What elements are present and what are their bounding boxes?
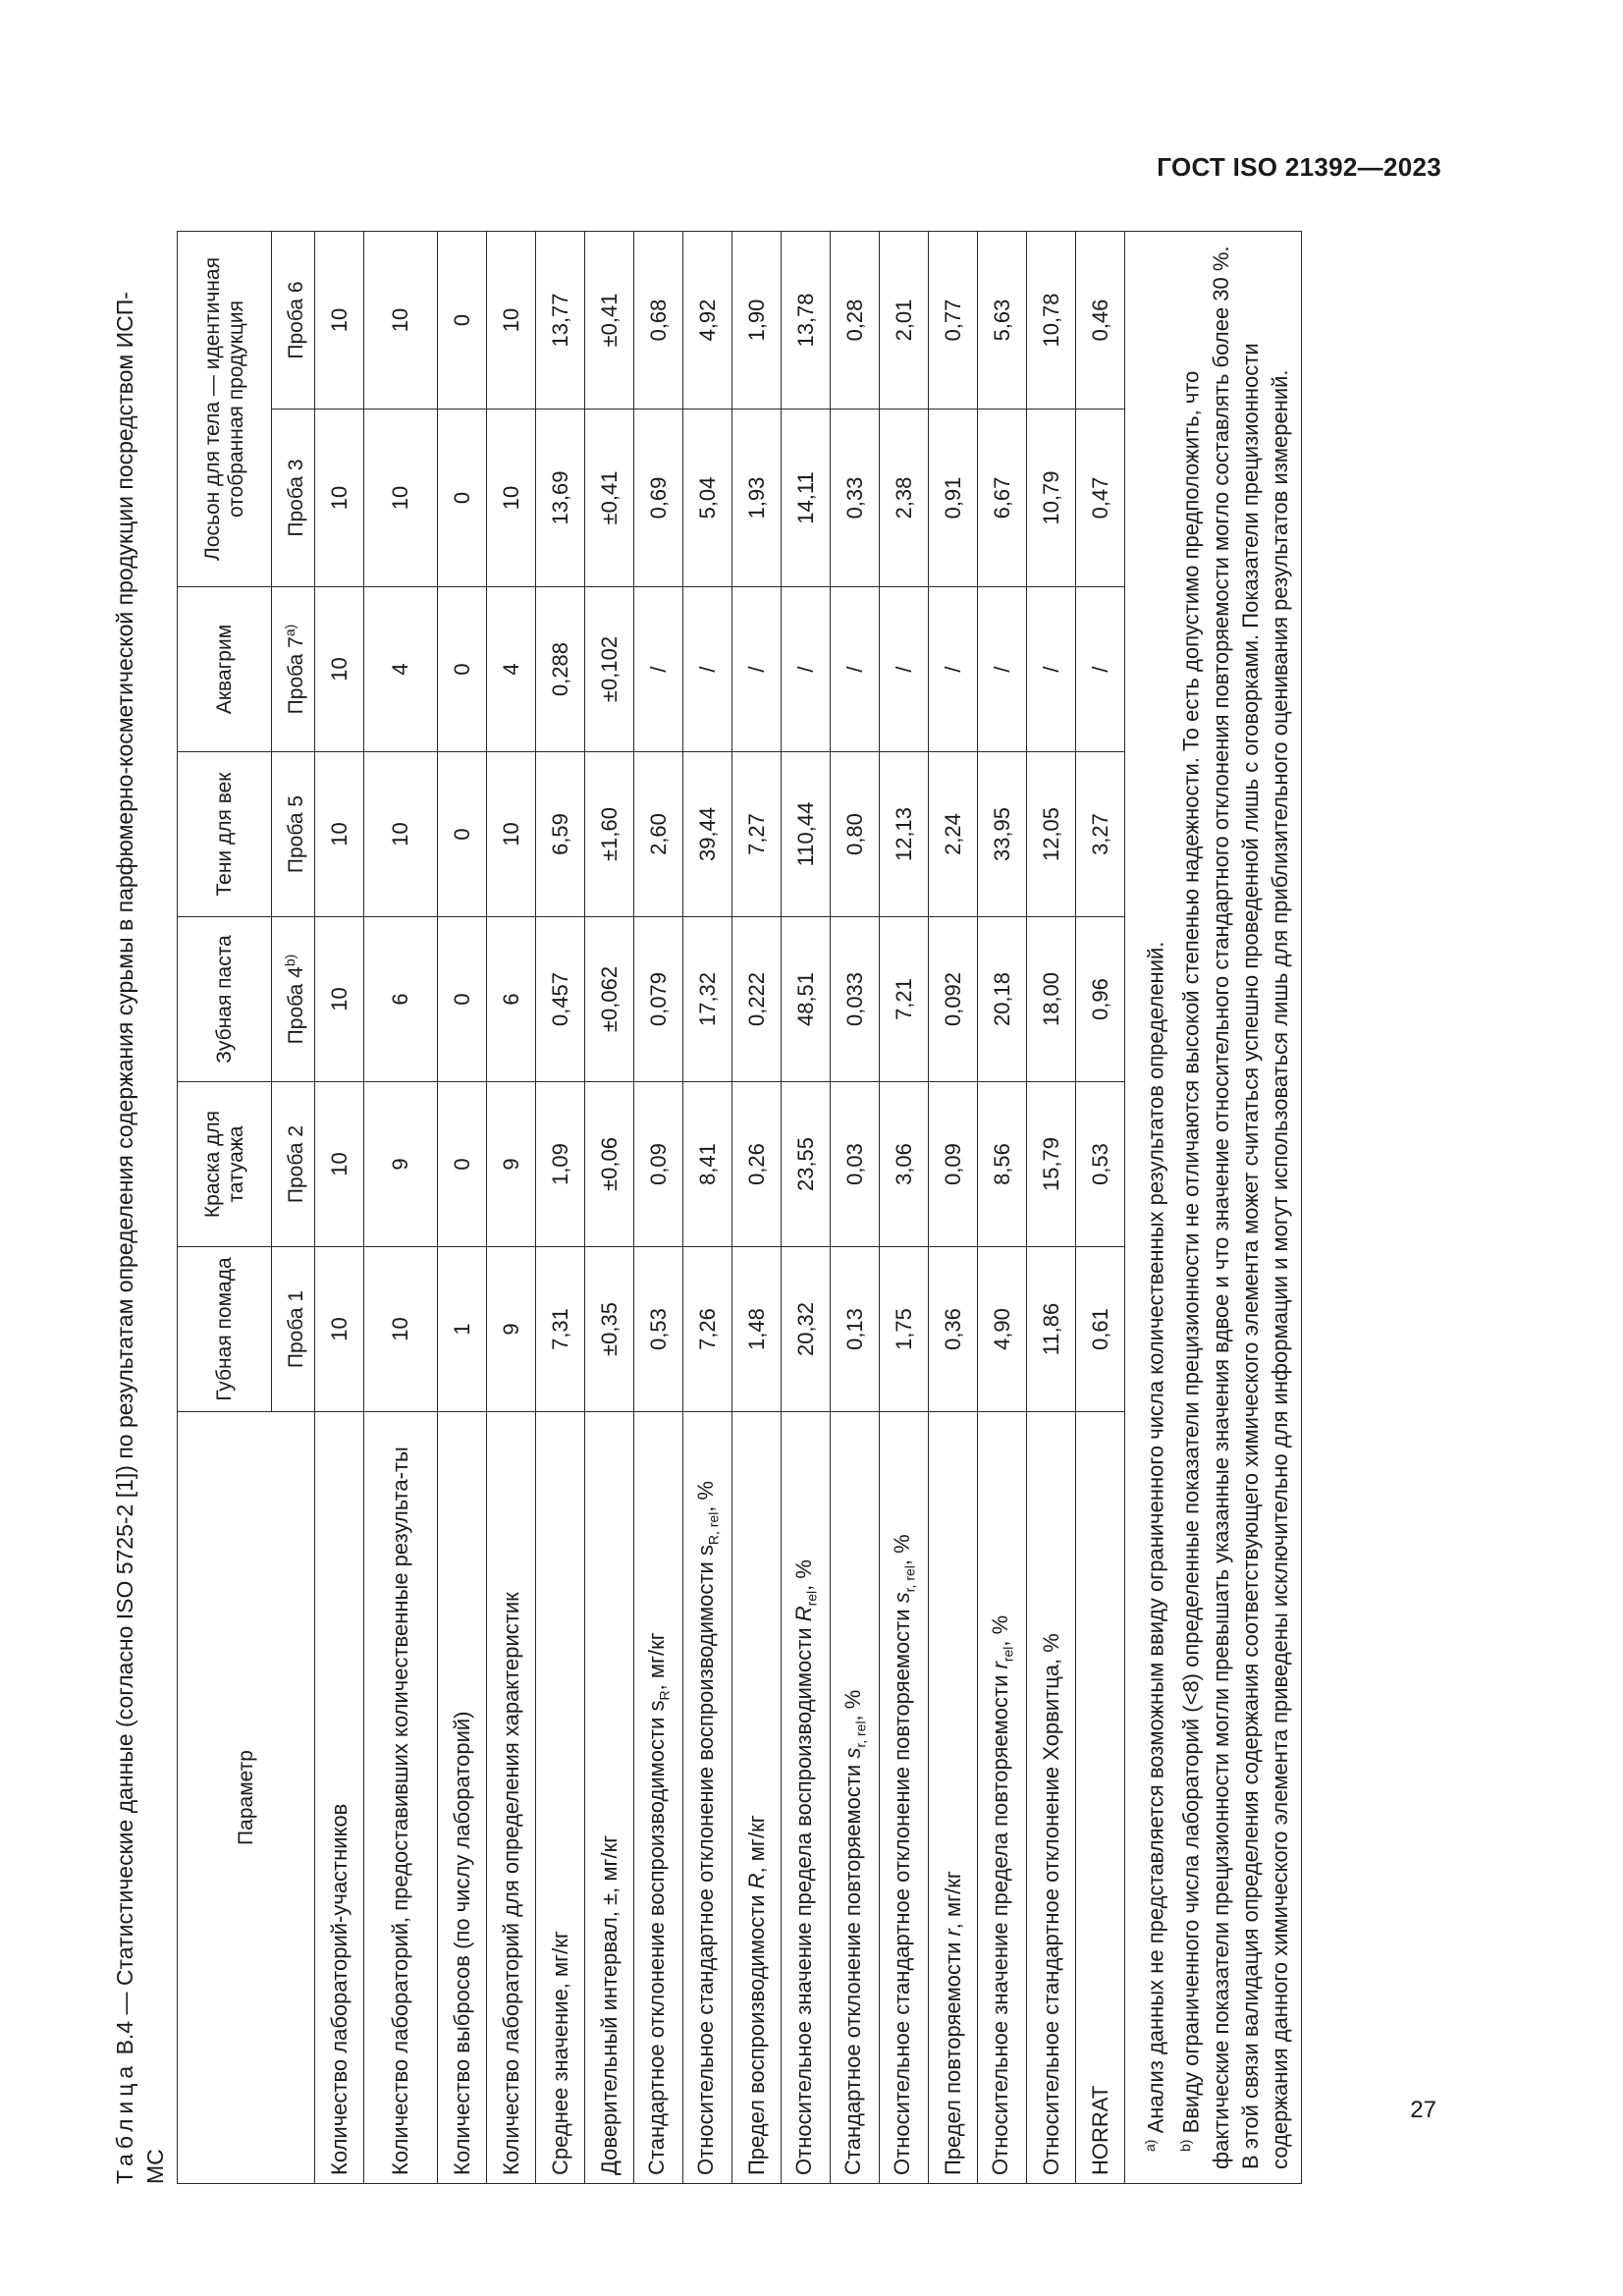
value-cell: 10 — [364, 410, 438, 587]
value-cell: 0,53 — [634, 1247, 683, 1412]
parameter-label: Относительное значение предела повторяемости — [988, 1668, 1013, 2175]
parameter-label: Доверительный интервал, ±, мг/кг — [596, 1834, 622, 2175]
statistics-table — [177, 231, 1302, 2184]
table-row — [634, 232, 683, 2184]
value-cell: 7,26 — [683, 1247, 732, 1412]
value-cell: 10 — [487, 752, 536, 917]
group-header: Зубная паста — [178, 917, 272, 1082]
value-cell: 13,69 — [536, 410, 585, 587]
value-cell: 0,13 — [831, 1247, 880, 1412]
value-cell: 8,41 — [683, 1082, 732, 1247]
footnote-a — [1135, 246, 1170, 2169]
parameter-label: Количество выбросов (по числу лабораторий) — [449, 1711, 474, 2175]
sample-header — [272, 1247, 315, 1412]
parameter-symbol: R — [791, 1606, 817, 1622]
parameter-cell — [929, 1412, 978, 2184]
parameter-unit: , % — [791, 1559, 817, 1591]
table-body — [315, 232, 1125, 2184]
value-cell: 0,28 — [831, 232, 880, 410]
value-cell: / — [880, 587, 929, 752]
group-header: Тени для век — [178, 752, 272, 917]
sample-footnote-marker: a) — [282, 624, 298, 637]
value-cell: 12,05 — [1027, 752, 1076, 917]
value-cell: 13,77 — [536, 232, 585, 410]
table-row — [732, 232, 782, 2184]
value-cell: 0 — [438, 232, 487, 410]
footnote-a-text: Анализ данных не представляется возможным ввиду ограниченного числа количественных результатов определений. — [1143, 941, 1168, 2140]
value-cell: 0,61 — [1076, 1247, 1125, 1412]
value-cell: ±0,41 — [585, 410, 634, 587]
parameter-label: Относительное стандартное отклонение повторяемости — [890, 1603, 915, 2175]
table-row — [831, 232, 880, 2184]
value-cell: 0,26 — [732, 1082, 782, 1247]
param-header: Параметр — [178, 1412, 315, 2184]
value-cell: 4,90 — [978, 1247, 1027, 1412]
value-cell: / — [732, 587, 782, 752]
parameter-symbol: R — [743, 1873, 769, 1889]
value-cell: 10 — [487, 232, 536, 410]
value-cell: 0,079 — [634, 917, 683, 1082]
value-cell: 110,44 — [782, 752, 831, 917]
value-cell: 0 — [438, 587, 487, 752]
value-cell: 9 — [487, 1082, 536, 1247]
value-cell: 0,033 — [831, 917, 880, 1082]
table-row — [782, 232, 831, 2184]
parameter-subscript: r, rel — [901, 1565, 918, 1593]
parameter-label: Количество лабораторий для определения характеристик — [498, 1592, 523, 2175]
parameter-cell — [634, 1412, 683, 2184]
table-row — [438, 232, 487, 2184]
value-cell: 7,31 — [536, 1247, 585, 1412]
value-cell: 0 — [438, 752, 487, 917]
sample-header — [272, 232, 315, 410]
parameter-symbol: s — [840, 1747, 866, 1759]
value-cell: 1,93 — [732, 410, 782, 587]
value-cell: 23,55 — [782, 1082, 831, 1247]
parameter-label: Среднее значение, мг/кг — [547, 1931, 572, 2175]
value-cell: 10 — [315, 917, 364, 1082]
value-cell: 0 — [438, 410, 487, 587]
parameter-cell — [880, 1412, 929, 2184]
table-row — [585, 232, 634, 2184]
table-footnotes — [1125, 232, 1302, 2184]
parameter-cell — [732, 1412, 782, 2184]
sample-label: Проба 4 — [285, 966, 307, 1045]
table-row — [929, 232, 978, 2184]
value-cell: 1,09 — [536, 1082, 585, 1247]
sample-header — [272, 917, 315, 1082]
table-row — [683, 232, 732, 2184]
value-cell: 4 — [364, 587, 438, 752]
value-cell: 10 — [364, 232, 438, 410]
value-cell: 2,01 — [880, 232, 929, 410]
value-cell: 0,69 — [634, 410, 683, 587]
parameter-cell — [978, 1412, 1027, 2184]
value-cell: 6 — [487, 917, 536, 1082]
value-cell: 15,79 — [1027, 1082, 1076, 1247]
parameter-unit: , % — [840, 1689, 866, 1722]
value-cell: 0,47 — [1076, 410, 1125, 587]
value-cell: 9 — [487, 1247, 536, 1412]
parameter-label: Стандартное отклонение воспроизводимости s — [644, 1700, 670, 2175]
value-cell: / — [782, 587, 831, 752]
sample-label: Проба 2 — [285, 1124, 307, 1204]
sample-footnote-marker: b) — [282, 954, 298, 967]
value-cell: 6,59 — [536, 752, 585, 917]
caption-label: Таблица — [112, 2060, 137, 2184]
value-cell: 0,46 — [1076, 232, 1125, 410]
value-cell: / — [831, 587, 880, 752]
value-cell: 14,11 — [782, 410, 831, 587]
value-cell: 5,63 — [978, 232, 1027, 410]
value-cell: 4,92 — [683, 232, 732, 410]
parameter-cell — [585, 1412, 634, 2184]
value-cell: 11,86 — [1027, 1247, 1076, 1412]
parameter-unit: , мг/кг — [644, 1632, 670, 1691]
group-header: Краска для татуажа — [178, 1082, 272, 1247]
parameter-cell — [487, 1412, 536, 2184]
parameter-label: Предел повторяемости — [940, 1936, 965, 2175]
value-cell: 0 — [438, 1082, 487, 1247]
parameter-label: Количество лабораторий-участников — [326, 1803, 352, 2175]
value-cell: 39,44 — [683, 752, 732, 917]
footnote-a-marker: a) — [1142, 2139, 1158, 2152]
parameter-cell — [831, 1412, 880, 2184]
value-cell: / — [1076, 587, 1125, 752]
value-cell: 0,80 — [831, 752, 880, 917]
group-header: Аквагрим — [178, 587, 272, 752]
table-caption — [110, 259, 171, 2184]
parameter-symbol: r — [988, 1662, 1013, 1669]
value-cell: ±0,06 — [585, 1082, 634, 1247]
parameter-unit: , % — [988, 1614, 1013, 1647]
value-cell: 6,67 — [978, 410, 1027, 587]
parameter-symbol: r — [940, 1929, 965, 1937]
rotated-table-block — [110, 230, 1426, 2184]
value-cell: 20,32 — [782, 1247, 831, 1412]
sample-label: Проба 6 — [285, 281, 307, 359]
parameter-cell — [364, 1412, 438, 2184]
value-cell: 48,51 — [782, 917, 831, 1082]
value-cell: ±0,35 — [585, 1247, 634, 1412]
value-cell: 10,79 — [1027, 410, 1076, 587]
value-cell: 0,96 — [1076, 917, 1125, 1082]
value-cell: 10 — [315, 1082, 364, 1247]
value-cell: 0,91 — [929, 410, 978, 587]
value-cell: 7,21 — [880, 917, 929, 1082]
parameter-cell — [536, 1412, 585, 2184]
table-row — [1027, 232, 1076, 2184]
parameter-label: Относительное значение предела воспроизводимости — [791, 1621, 817, 2175]
sample-header — [272, 587, 315, 752]
parameter-symbol: s — [890, 1592, 915, 1604]
parameter-cell — [315, 1412, 364, 2184]
value-cell: 2,60 — [634, 752, 683, 917]
value-cell: 0,68 — [634, 232, 683, 410]
parameter-cell — [438, 1412, 487, 2184]
value-cell: 10 — [364, 752, 438, 917]
value-cell: / — [929, 587, 978, 752]
value-cell: 0,09 — [634, 1082, 683, 1247]
parameter-cell — [1076, 1412, 1125, 2184]
table-row — [487, 232, 536, 2184]
value-cell: 5,04 — [683, 410, 732, 587]
sample-label: Проба 5 — [285, 794, 307, 874]
table-row — [880, 232, 929, 2184]
parameter-label: Стандартное отклонение повторяемости — [840, 1758, 866, 2175]
value-cell: 3,06 — [880, 1082, 929, 1247]
value-cell: ±0,062 — [585, 917, 634, 1082]
value-cell: 10 — [315, 232, 364, 410]
value-cell: 10 — [487, 410, 536, 587]
value-cell: 1,90 — [732, 232, 782, 410]
value-cell: 0,457 — [536, 917, 585, 1082]
value-cell: 10 — [315, 1247, 364, 1412]
value-cell: 0,09 — [929, 1082, 978, 1247]
table-row — [1076, 232, 1125, 2184]
parameter-subscript: rel — [803, 1590, 820, 1607]
footnote-b-marker: b) — [1177, 2139, 1194, 2152]
value-cell: 10 — [315, 587, 364, 752]
caption-number: B.4 — [112, 2020, 137, 2055]
parameter-unit: , % — [890, 1534, 915, 1566]
value-cell: 3,27 — [1076, 752, 1125, 917]
value-cell: 8,56 — [978, 1082, 1027, 1247]
parameter-subscript: R, rel — [705, 1511, 722, 1546]
parameter-cell — [683, 1412, 732, 2184]
value-cell: ±0,102 — [585, 587, 634, 752]
value-cell: 33,95 — [978, 752, 1027, 917]
value-cell: 13,78 — [782, 232, 831, 410]
value-cell: 10 — [364, 1247, 438, 1412]
value-cell: 6 — [364, 917, 438, 1082]
value-cell: / — [978, 587, 1027, 752]
value-cell: ±1,60 — [585, 752, 634, 917]
table-row — [536, 232, 585, 2184]
value-cell: 17,32 — [683, 917, 732, 1082]
parameter-label: Относительное стандартное отклонение Хорвитца, % — [1038, 1633, 1063, 2175]
group-header: Лосьон для тела — идентичная отобранная продукция — [178, 232, 272, 587]
parameter-subscript: R — [656, 1690, 673, 1701]
value-cell: 0,36 — [929, 1247, 978, 1412]
value-cell: 1,75 — [880, 1247, 929, 1412]
value-cell: / — [1027, 587, 1076, 752]
footnote-b — [1170, 246, 1294, 2169]
value-cell: 0 — [438, 917, 487, 1082]
parameter-unit: , мг/кг — [940, 1871, 965, 1930]
value-cell: 0,222 — [732, 917, 782, 1082]
value-cell: ±0,41 — [585, 232, 634, 410]
sample-label: Проба 1 — [285, 1289, 307, 1369]
group-header: Губная помада — [178, 1247, 272, 1412]
value-cell: 10 — [315, 752, 364, 917]
parameter-cell — [782, 1412, 831, 2184]
value-cell: 12,13 — [880, 752, 929, 917]
sample-header — [272, 1082, 315, 1247]
table-row — [364, 232, 438, 2184]
value-cell: 1,48 — [732, 1247, 782, 1412]
value-cell: 7,27 — [732, 752, 782, 917]
value-cell: 2,24 — [929, 752, 978, 917]
sample-label: Проба 7 — [285, 636, 307, 715]
parameter-subscript: rel — [1000, 1646, 1016, 1663]
value-cell: 9 — [364, 1082, 438, 1247]
parameter-label: Количество лабораторий, предоставивших количественные результа-ты — [388, 1447, 412, 2175]
parameter-unit: , мг/кг — [743, 1815, 769, 1874]
value-cell: 20,18 — [978, 917, 1027, 1082]
value-cell: 10,78 — [1027, 232, 1076, 410]
sample-header — [272, 410, 315, 587]
value-cell: 0,53 — [1076, 1082, 1125, 1247]
value-cell: 0,288 — [536, 587, 585, 752]
value-cell: 18,00 — [1027, 917, 1076, 1082]
table-row — [978, 232, 1027, 2184]
caption-text: — Статистические данные (согласно ISO 5725-2 [1]) по результатам определения содержания сурьмы в парфюмерно-косметической продукции посредством ИСП-МС — [112, 292, 168, 2184]
parameter-unit: , % — [693, 1480, 719, 1512]
value-cell: 0,33 — [831, 410, 880, 587]
value-cell: 4 — [487, 587, 536, 752]
value-cell: 1 — [438, 1247, 487, 1412]
parameter-cell — [1027, 1412, 1076, 2184]
sample-header — [272, 752, 315, 917]
value-cell: / — [683, 587, 732, 752]
value-cell: 0,092 — [929, 917, 978, 1082]
parameter-label: Относительное стандартное отклонение воспроизводимости s — [693, 1545, 719, 2175]
value-cell: 0,03 — [831, 1082, 880, 1247]
parameter-subscript: r, rel — [852, 1721, 869, 1748]
value-cell: 10 — [315, 410, 364, 587]
sample-label: Проба 3 — [285, 459, 307, 537]
page-number: 27 — [1410, 2097, 1436, 2123]
table-row — [315, 232, 364, 2184]
document-header-standard: ГОСТ ISO 21392—2023 — [1157, 152, 1441, 182]
parameter-label: HORRAT — [1087, 2085, 1112, 2175]
value-cell: 2,38 — [880, 410, 929, 587]
value-cell: 0,77 — [929, 232, 978, 410]
value-cell: / — [634, 587, 683, 752]
parameter-label: Предел воспроизводимости — [743, 1888, 769, 2175]
footnote-b-text: Ввиду ограниченного числа лабораторий (<8) определенные показатели прецизионности не отличаются высокой степенью надежности. То есть допустимо предположить, что фактические показатели прецизионности могли превышать указанные значения вдвое и что значение относительного стандартного отклонения повторяемости могло составлять более 30 %. В этой связи валидация определения содержания соответствующего химического элемента может считаться успешно проведенной лишь с оговорками. Показатели прецизионности содержания данного химического элемента приведены исключительно для информации и могут использоваться лишь для приблизительного оценивания результатов измерений. — [1178, 246, 1292, 2169]
